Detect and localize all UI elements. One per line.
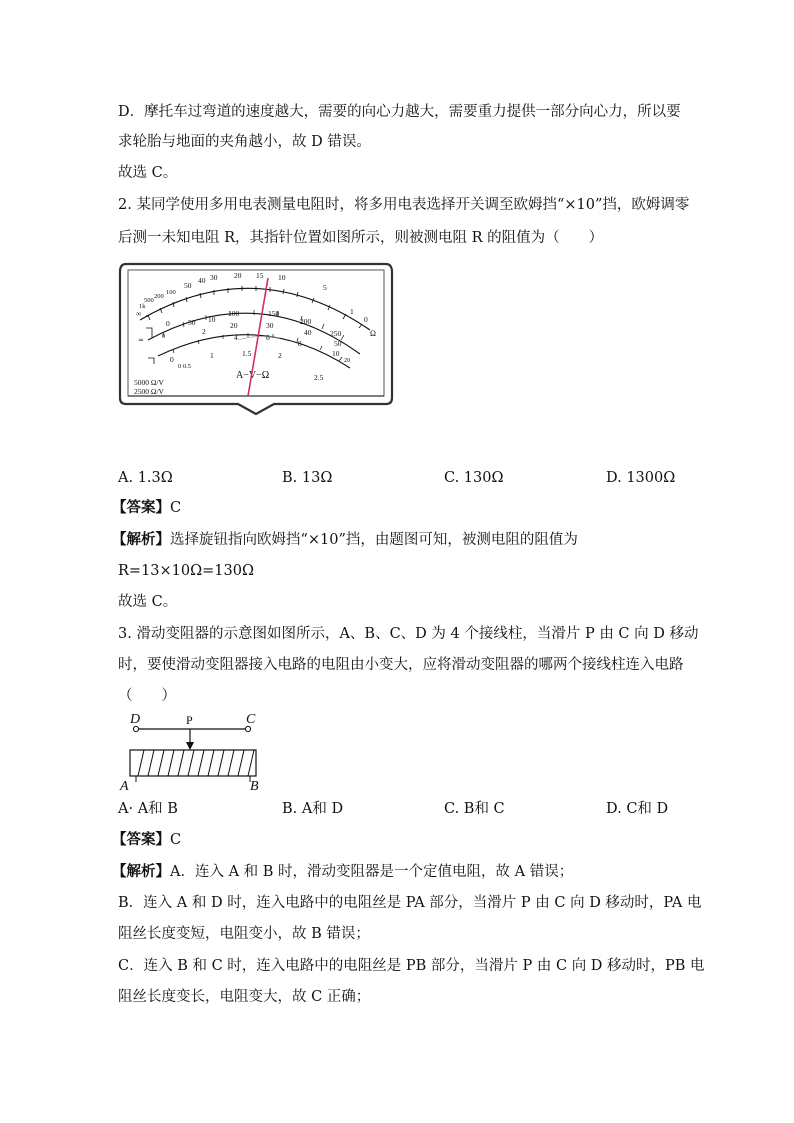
svg-text:200: 200 (154, 293, 164, 300)
svg-text:0: 0 (162, 334, 165, 340)
q3-option-b: B. A和 D (282, 801, 344, 817)
rheostat-diagram (118, 708, 278, 794)
terminal-d-label: D (130, 712, 141, 727)
svg-text:2: 2 (202, 327, 206, 336)
svg-text:≈: ≈ (146, 314, 150, 320)
meter-spec-2: 2500 Ω/V (134, 387, 164, 396)
svg-text:30: 30 (266, 321, 274, 330)
svg-text:40: 40 (304, 328, 312, 337)
svg-text:Ω: Ω (370, 329, 376, 338)
q3-answer (112, 830, 181, 850)
svg-text:100: 100 (166, 289, 176, 296)
svg-text:6: 6 (266, 333, 270, 342)
svg-text:10: 10 (332, 349, 340, 358)
q2-stem-line2: 后测一未知电阻 R，其指针位置如图所示，则被测电阻 R 的阻值为（ ） (118, 230, 604, 246)
terminal-a-label: A (120, 779, 129, 794)
analysis-tag: 【解析】 (112, 531, 170, 548)
svg-text:50: 50 (184, 281, 192, 290)
prev-conclusion: 故选 C。 (118, 165, 178, 181)
svg-text:8: 8 (298, 339, 302, 348)
svg-text:0: 0 (170, 355, 174, 364)
svg-text:1.5: 1.5 (242, 349, 252, 358)
meter-avo-label: A−V−Ω (236, 370, 270, 381)
q2-option-a: A. 1.3Ω (118, 470, 173, 486)
svg-text:50: 50 (188, 318, 196, 327)
q3-stem-line2: 时，要使滑动变阻器接入电路的电阻由小变大，应将滑动变阻器的哪两个接线柱连入电路 (118, 657, 684, 673)
q3-analysis-c-line1: C．连入 B 和 C 时，连入电路中的电阻丝是 PB 部分，当滑片 P 由 C 向 D 移动时，PB 电 (118, 958, 705, 974)
q2-option-d: D. 1300Ω (606, 470, 676, 486)
svg-text:15: 15 (256, 271, 264, 280)
q3-analysis-b-line1: B．连入 A 和 D 时，连入电路中的电阻丝是 PA 部分，当滑片 P 由 C 向 D 移动时，PA 电 (118, 895, 702, 911)
q3-stem-line3: （ ） (118, 688, 176, 704)
multimeter-dial-figure (118, 258, 394, 418)
prev-option-d-line2: 求轮胎与地面的夹角越小，故 D 错误。 (118, 134, 371, 150)
svg-text:0: 0 (166, 319, 170, 328)
svg-text:1k: 1k (139, 303, 146, 310)
q2-analysis (112, 530, 578, 550)
analysis-tag: 【解析】 (112, 863, 170, 880)
svg-text:1: 1 (350, 307, 354, 316)
svg-text:≂: ≂ (138, 336, 144, 344)
q2-answer (112, 498, 181, 518)
answer-value: C (170, 832, 182, 848)
q3-analysis-b-line2: 阻丝长度变短，电阻变小，故 B 错误； (118, 926, 370, 942)
q3-analysis-c-line2: 阻丝长度变长，电阻变大，故 C 正确； (118, 989, 371, 1005)
svg-text:0 0.5: 0 0.5 (178, 363, 191, 370)
q2-formula: R=13×10Ω=130Ω (118, 563, 254, 579)
svg-text:500: 500 (144, 297, 154, 304)
svg-text:200: 200 (300, 317, 312, 326)
q2-option-c: C. 130Ω (444, 470, 504, 486)
q3-option-c: C. B和 C (444, 801, 505, 817)
terminal-b-label: B (250, 779, 259, 794)
svg-text:5: 5 (323, 283, 327, 292)
svg-text:10: 10 (278, 273, 286, 282)
svg-text:20: 20 (344, 358, 350, 364)
svg-text:250: 250 (330, 329, 342, 338)
terminal-c-label: C (246, 712, 256, 727)
answer-value: C (170, 500, 182, 516)
svg-text:100: 100 (228, 309, 240, 318)
svg-text:20: 20 (234, 271, 242, 280)
svg-text:10: 10 (208, 315, 216, 324)
q2-conclusion: 故选 C。 (118, 594, 178, 610)
q3-analysis-a (112, 862, 573, 882)
svg-text:4: 4 (234, 333, 238, 342)
svg-text:1: 1 (210, 351, 214, 360)
svg-text:40: 40 (198, 276, 206, 285)
svg-text:∞: ∞ (136, 309, 142, 318)
q3-option-d: D. C和 D (606, 801, 669, 817)
svg-text:30: 30 (210, 273, 218, 282)
svg-text:50: 50 (334, 339, 342, 348)
answer-tag: 【答案】 (112, 831, 170, 848)
analysis-text: A．连入 A 和 B 时，滑动变阻器是一个定值电阻，故 A 错误； (170, 864, 574, 880)
q2-stem-line1: 2. 某同学使用多用电表测量电阻时，将多用电表选择开关调至欧姆挡“×10”挡，欧姆调零 (118, 197, 690, 213)
svg-text:0: 0 (364, 315, 368, 324)
q2-option-b: B. 13Ω (282, 470, 333, 486)
q3-stem-line1: 3. 滑动变阻器的示意图如图所示，A、B、C、D 为 4 个接线柱，当滑片 P 由 C 向 D 移动 (118, 626, 699, 642)
prev-option-d-line1: D．摩托车过弯道的速度越大，需要的向心力越大，需要重力提供一部分向心力，所以要 (118, 104, 681, 120)
svg-text:2.5: 2.5 (314, 373, 324, 382)
q3-option-a: A· A和 B (118, 801, 178, 817)
analysis-text: 选择旋钮指向欧姆挡“×10”挡，由题图可知，被测电阻的阻值为 (170, 532, 578, 548)
meter-spec-1: 5000 Ω/V (134, 378, 164, 387)
svg-text:20: 20 (230, 321, 238, 330)
svg-text:150: 150 (268, 309, 280, 318)
answer-tag: 【答案】 (112, 499, 170, 516)
svg-text:2: 2 (278, 351, 282, 360)
slider-p-label: P (186, 713, 193, 727)
